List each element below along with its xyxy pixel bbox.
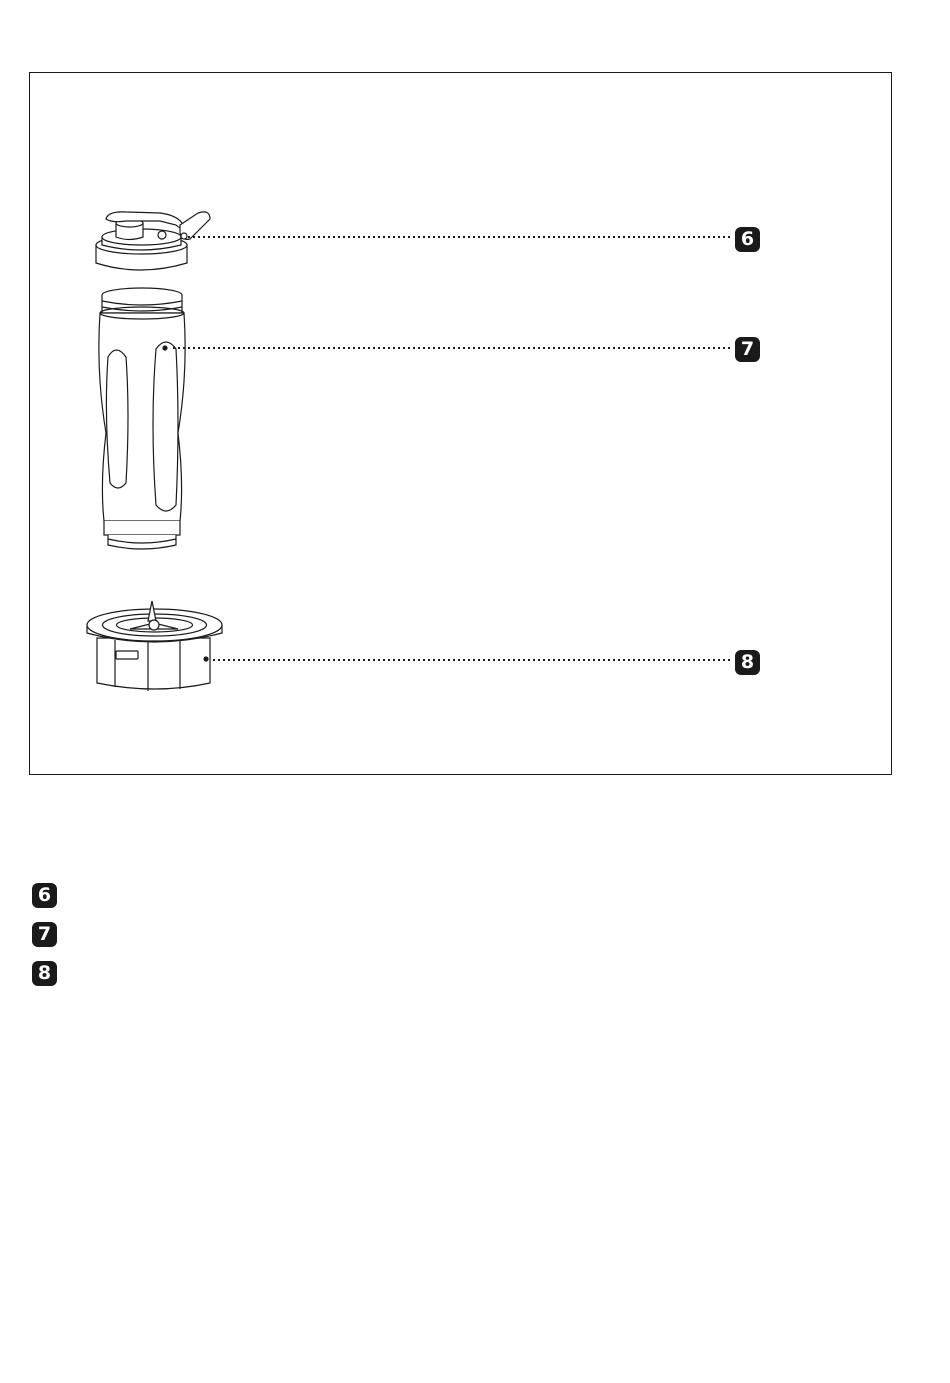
- blade-unit-drawing: [87, 601, 222, 691]
- legend-item: [32, 960, 69, 986]
- parts-legend: [32, 882, 69, 999]
- parts-illustration: [30, 73, 893, 776]
- callout-badge-8: 8: [735, 650, 760, 675]
- parts-diagram-frame: [29, 72, 892, 775]
- legend-badge-8: 8: [32, 961, 57, 986]
- callout-badge-7: 7: [735, 337, 760, 362]
- legend-item: [32, 882, 69, 908]
- lid-drawing: [96, 212, 210, 270]
- legend-badge-7: 7: [32, 922, 57, 947]
- legend-item: [32, 921, 69, 947]
- callout-badge-6: 6: [735, 227, 760, 252]
- legend-badge-6: 6: [32, 883, 57, 908]
- bottle-drawing: [99, 288, 185, 549]
